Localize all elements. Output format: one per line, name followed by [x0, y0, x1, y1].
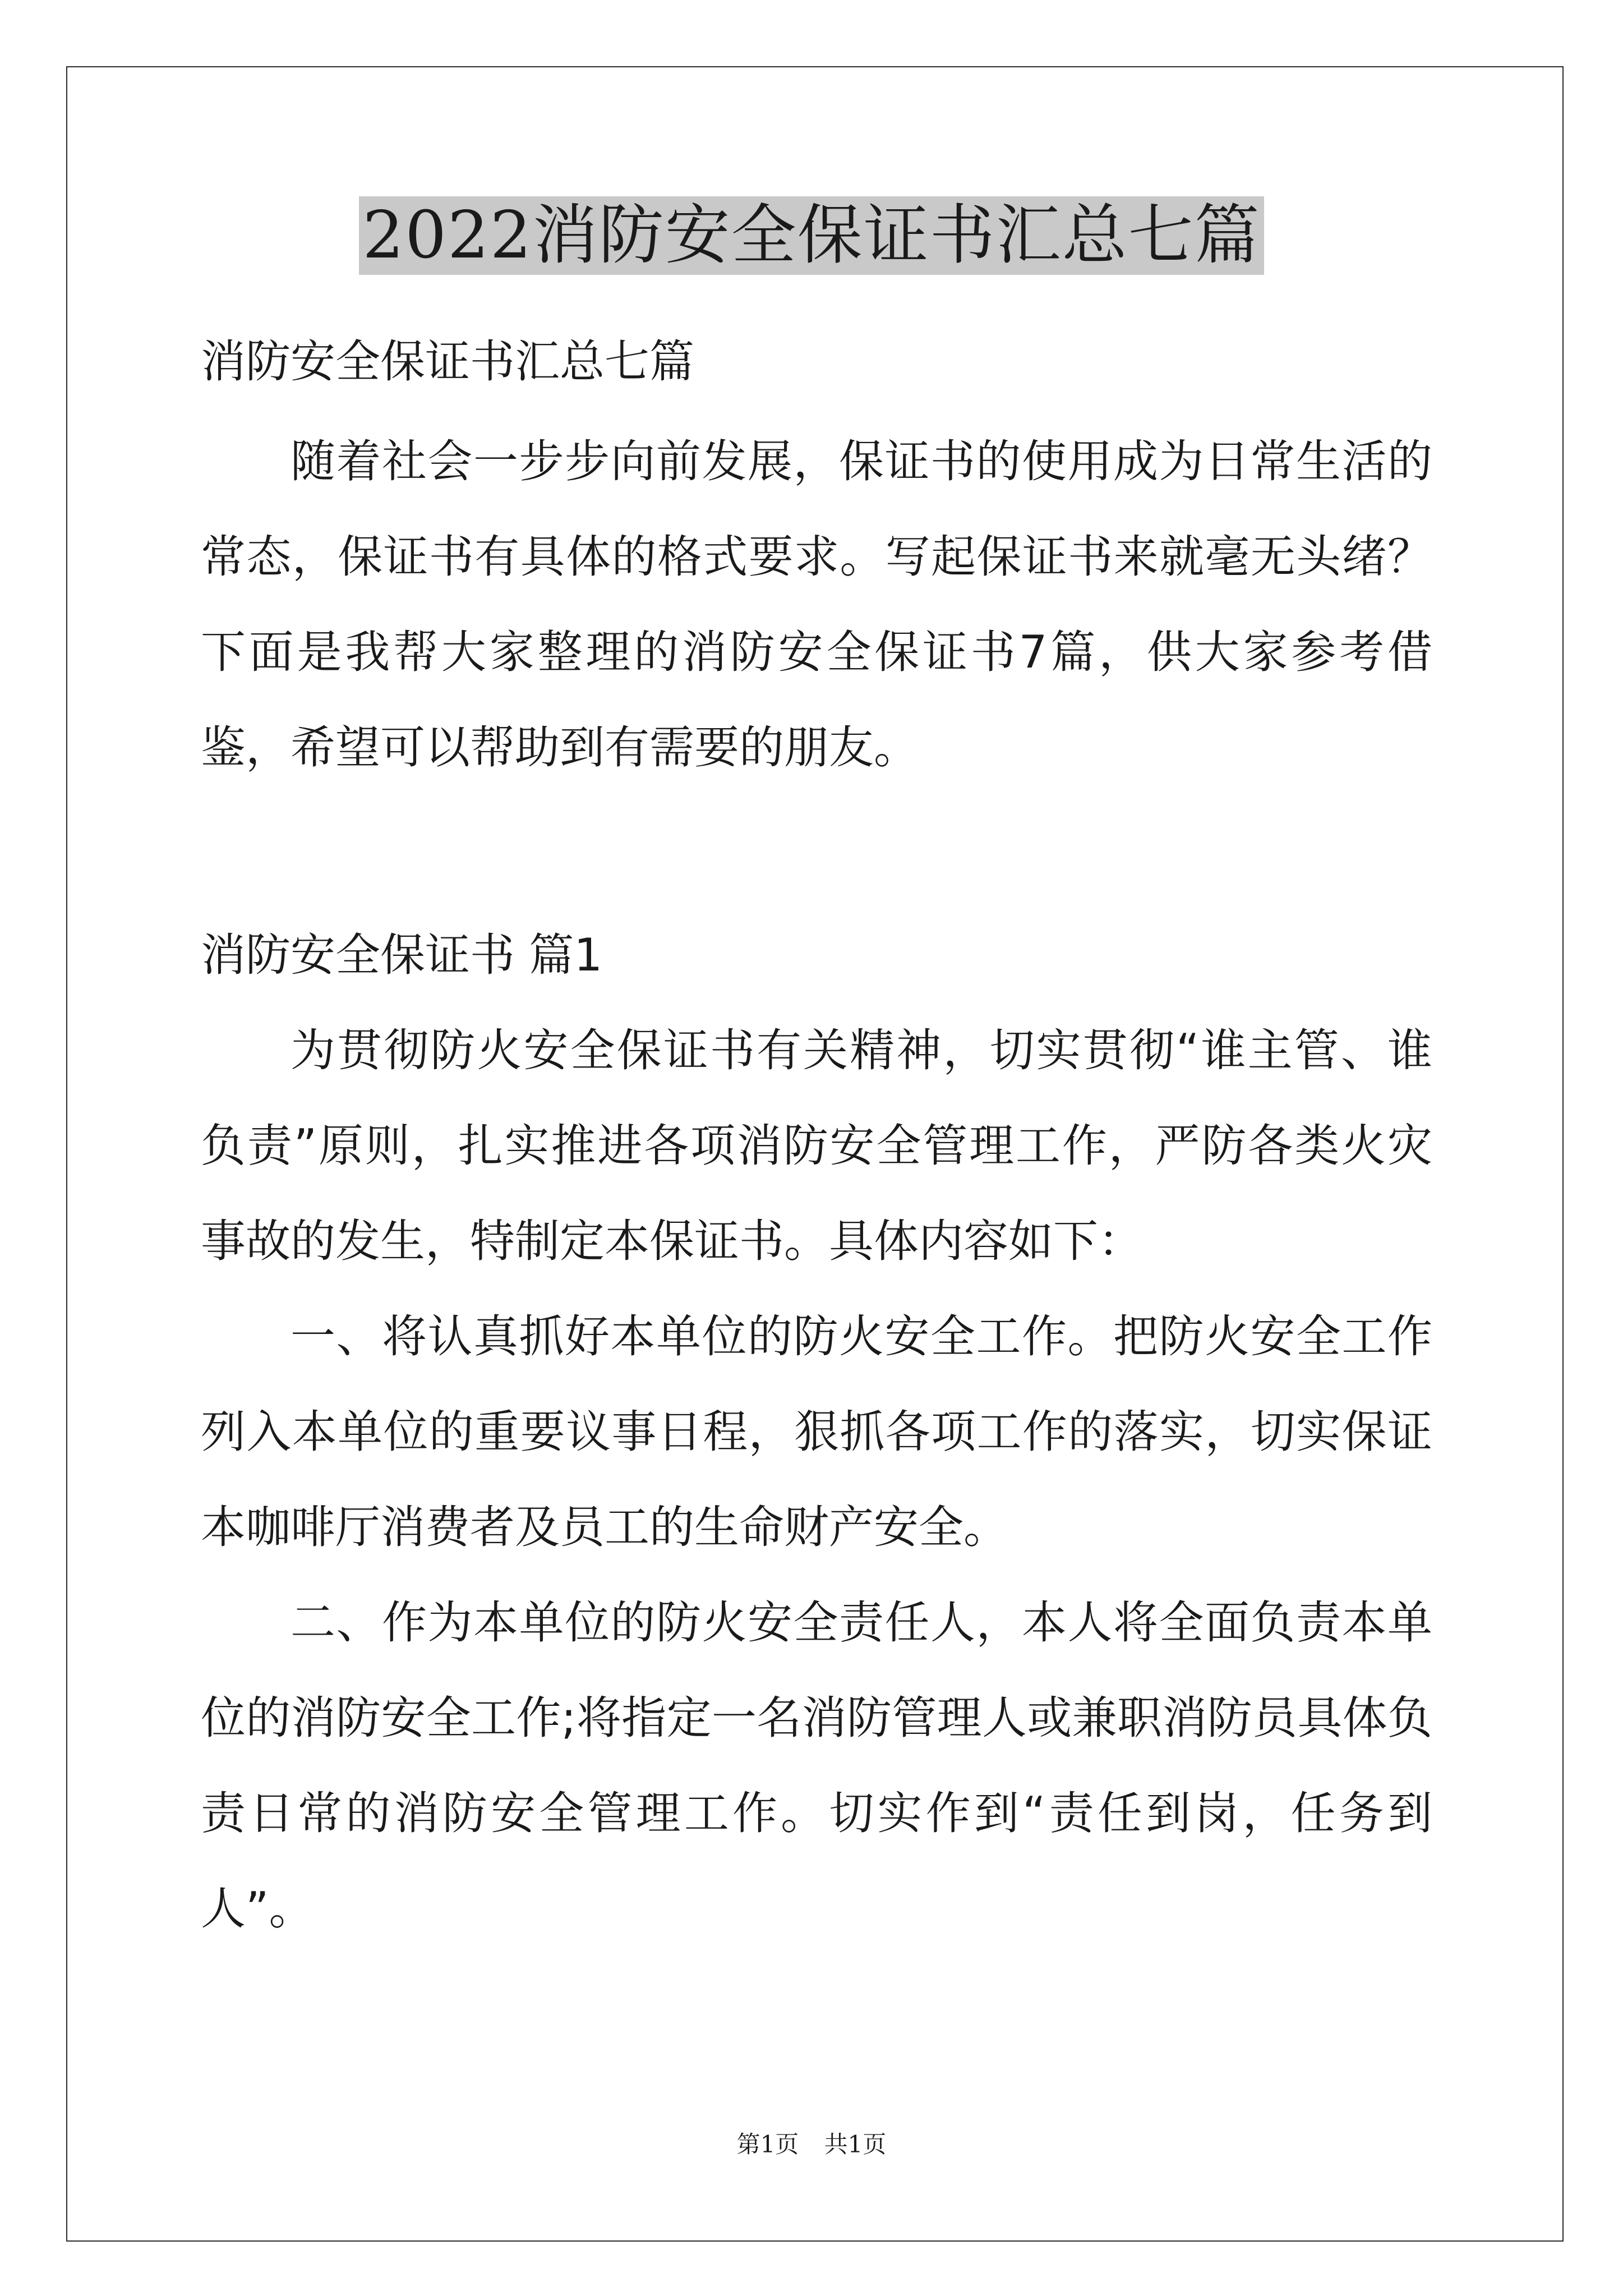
body-paragraph: 为贯彻防火安全保证书有关精神，切实贯彻“谁主管、谁负责”原则，扎实推进各项消防安全管理工作，严防各类火灾事故的发生，特制定本保证书。具体内容如下： — [201, 1024, 1432, 1267]
document-subtitle: 消防安全保证书汇总七篇 — [201, 335, 694, 388]
document-title-wrapper — [0, 196, 1623, 275]
document-title: 2022消防安全保证书汇总七篇 — [359, 196, 1264, 275]
intro-paragraph: 随着社会一步步向前发展，保证书的使用成为日常生活的常态，保证书有具体的格式要求。写起保证书来就毫无头绪？下面是我帮大家整理的消防安全保证书7篇，供大家参考借鉴，希望可以帮助到有需要的朋友。 — [201, 435, 1432, 774]
document-body — [201, 314, 1432, 1957]
body-paragraph: 一、将认真抓好本单位的防火安全工作。把防火安全工作列入本单位的重要议事日程，狠抓各项工作的落实，切实保证本咖啡厅消费者及员工的生命财产安全。 — [201, 1310, 1432, 1553]
page-footer — [0, 2126, 1623, 2160]
page-number-current: 第1页 — [736, 2131, 799, 2158]
section-heading: 消防安全保证书 篇1 — [201, 929, 603, 981]
body-paragraph: 二、作为本单位的防火安全责任人，本人将全面负责本单位的消防安全工作;将指定一名消防管理人或兼职消防员具体负责日常的消防安全管理工作。切实作到“责任到岗，任务到人”。 — [201, 1596, 1432, 1935]
page-number-total: 共1页 — [824, 2131, 887, 2158]
